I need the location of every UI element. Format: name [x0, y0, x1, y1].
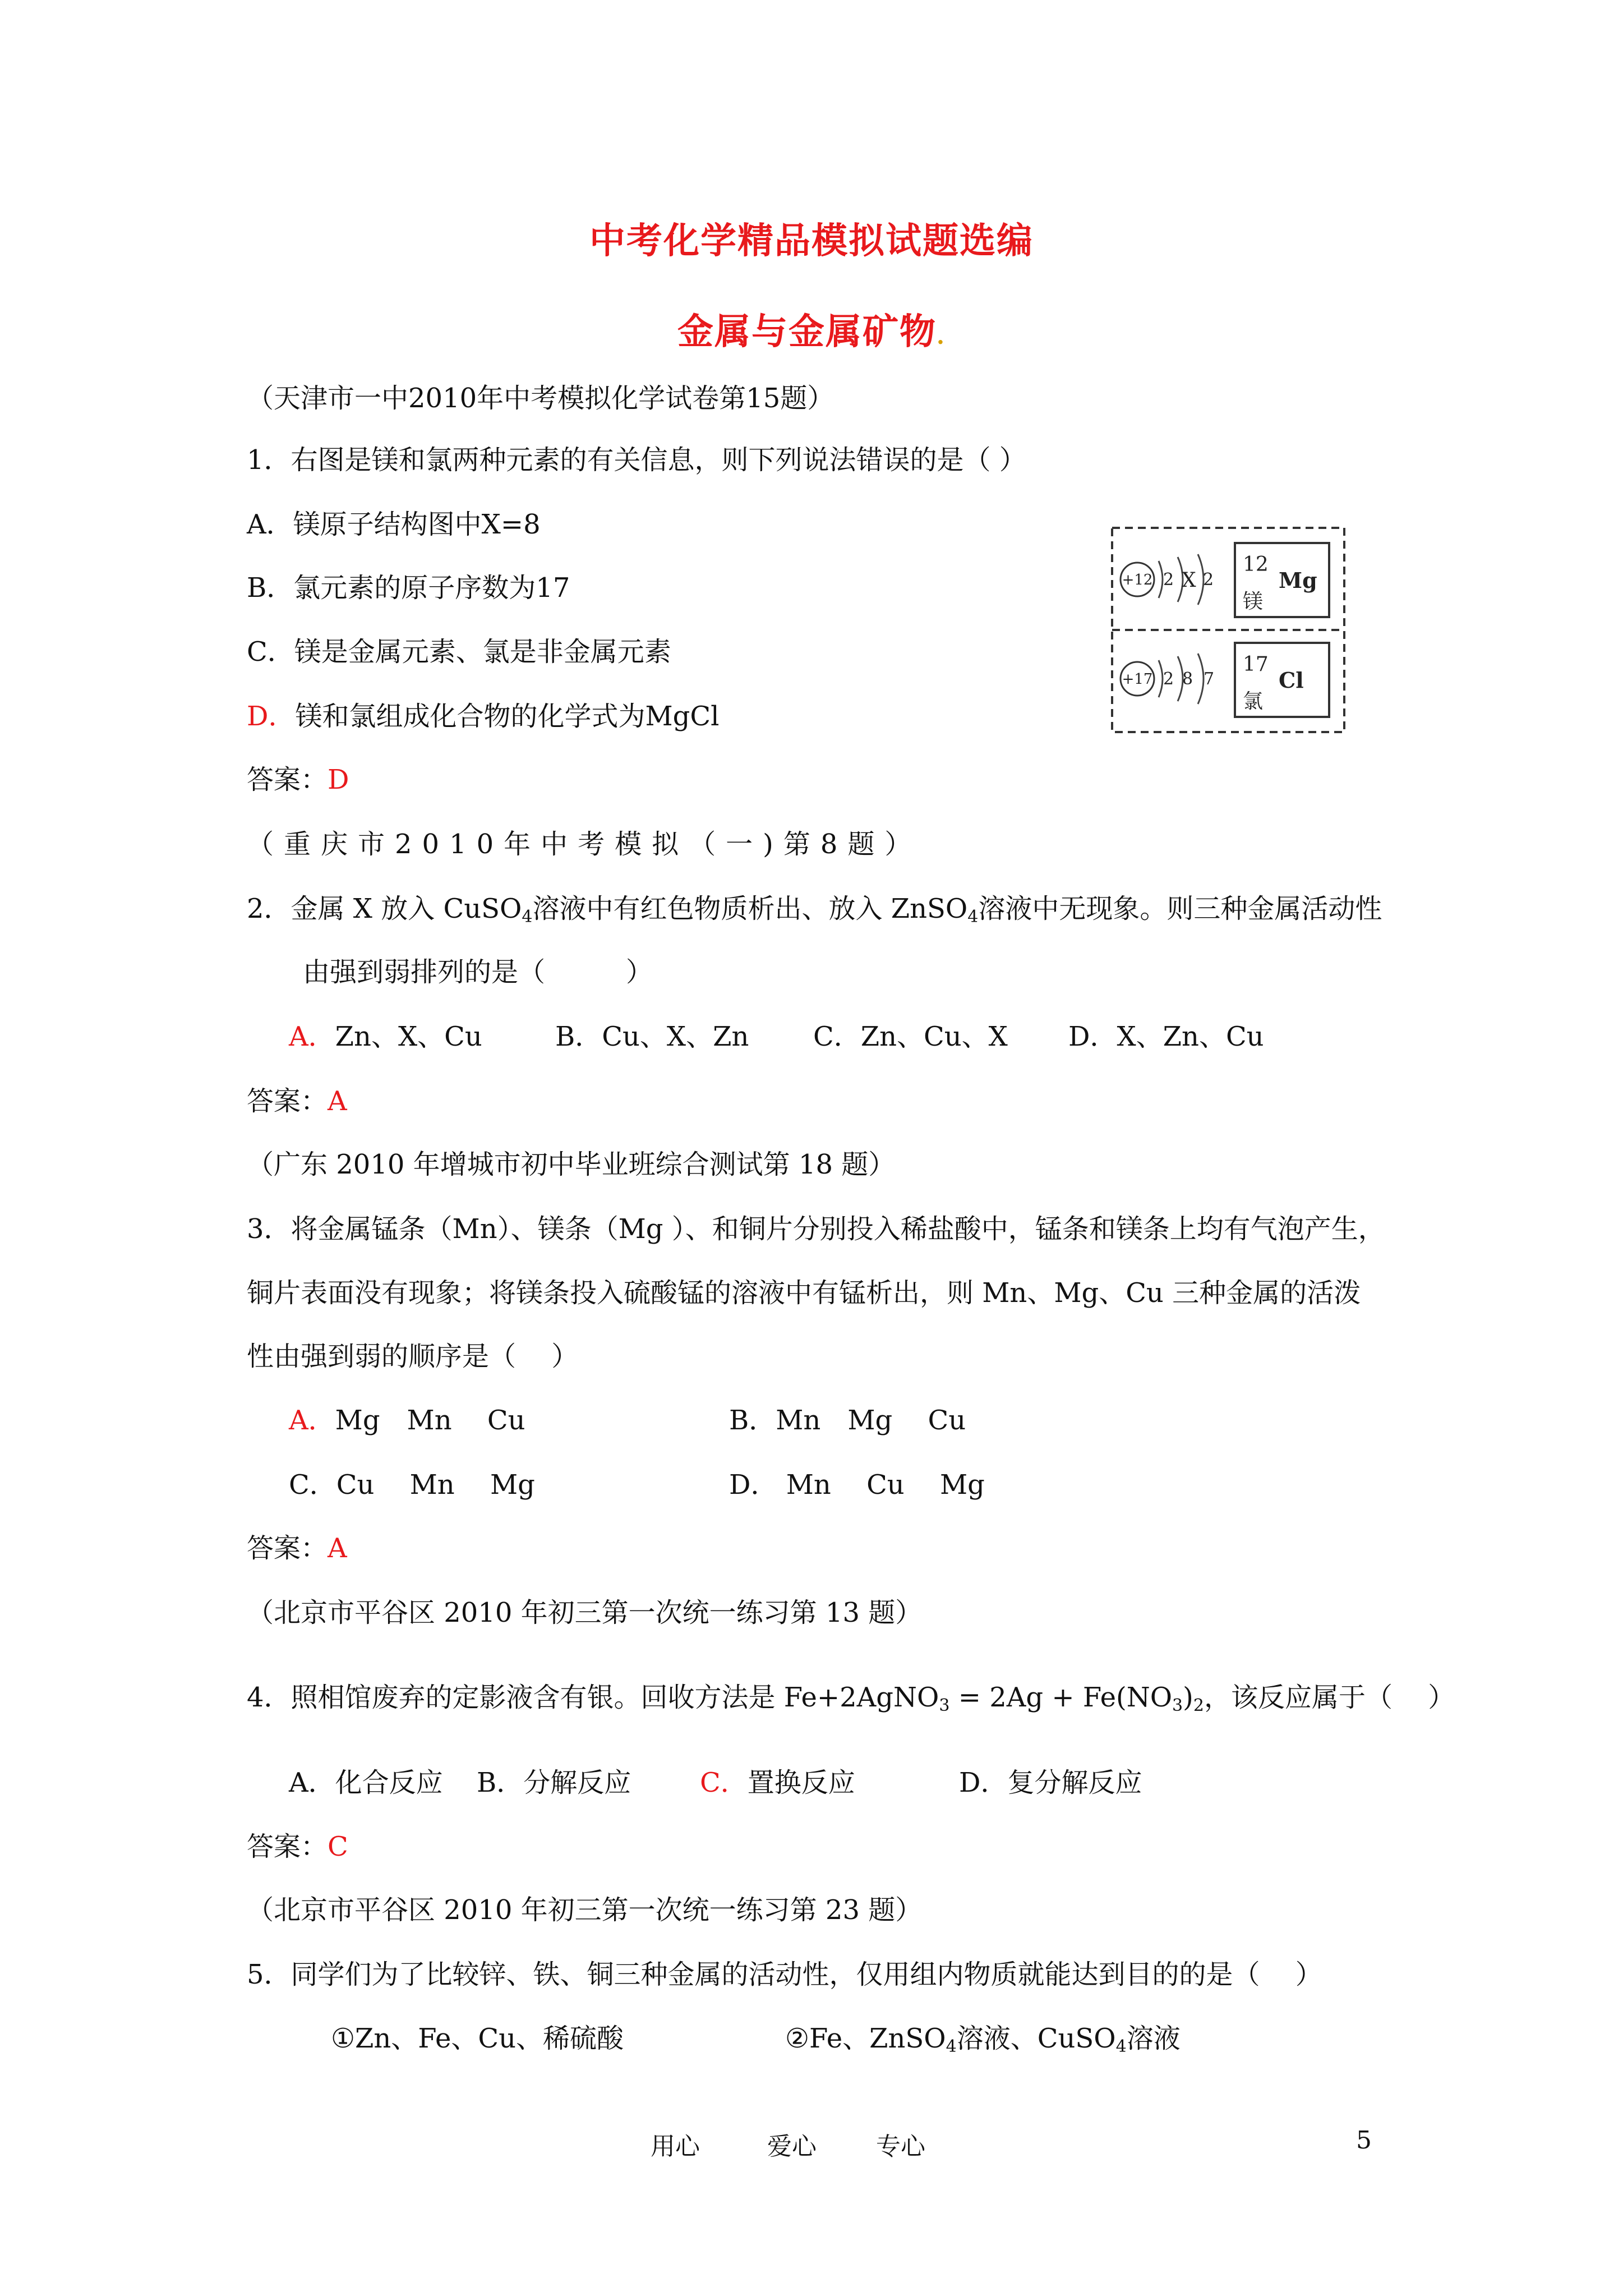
q3-answer: 答案：A — [247, 1533, 347, 1564]
svg-text:镁: 镁 — [1243, 590, 1264, 613]
magnesium-atom-diagram — [1121, 543, 1329, 617]
q1-option-c: C．镁是金属元素、氯是非金属元素 — [247, 636, 671, 668]
q3-stem-line2: 铜片表面没有现象；将镁条投入硫酸锰的溶液中有锰析出，则 Mn、Mg、Cu 三种金属的活泼 — [247, 1277, 1361, 1309]
q1-source: （天津市一中2010年中考模拟化学试卷第15题） — [247, 383, 834, 414]
svg-text:氯: 氯 — [1243, 690, 1264, 713]
atom-structure-figure — [1110, 526, 1346, 734]
q2-option-a: A．Zn、X、Cu — [289, 1021, 482, 1052]
q3-source: （广东 2010 年增城市初中毕业班综合测试第 18 题） — [247, 1149, 896, 1180]
q1-stem: 1．右图是镁和氯两种元素的有关信息，则下列说法错误的是（ ） — [247, 444, 1026, 476]
svg-text:2: 2 — [1163, 570, 1174, 590]
q2-option-b: B．Cu、X、Zn — [555, 1021, 749, 1052]
q2-stem-line1: 2．金属 X 放入 CuSO$_4$溶液中有红色物质析出、放入 ZnSO$_4$溶液中无现象。则三种金属活动性 — [247, 893, 1382, 927]
q3-stem-line3: 性由强到弱的顺序是（ ） — [247, 1341, 579, 1372]
q5-stem: 5．同学们为了比较锌、铁、铜三种金属的活动性，仅用组内物质就能达到目的的是（ ） — [247, 1959, 1322, 1990]
footer-slogan-2: 爱心 — [767, 2132, 817, 2161]
svg-text:12: 12 — [1243, 553, 1269, 576]
q4-option-a: A．化合反应 — [289, 1767, 443, 1798]
svg-text:17: 17 — [1243, 653, 1269, 676]
q4-answer: 答案：C — [247, 1831, 348, 1862]
q5-source: （北京市平谷区 2010 年初三第一次统一练习第 23 题） — [247, 1894, 923, 1926]
q5-option-2: ②Fe、ZnSO$_4$溶液、CuSO$_4$溶液 — [785, 2023, 1181, 2056]
svg-text:2: 2 — [1203, 570, 1214, 590]
decorative-dot: . — [937, 323, 946, 349]
q4-source: （北京市平谷区 2010 年初三第一次统一练习第 13 题） — [247, 1597, 923, 1628]
q4-stem: 4．照相馆废弃的定影液含有银。回收方法是 Fe+2AgNO$_3$ = $2Ag + Fe(NO_3)_2$，该反应属于（ ） — [247, 1682, 1455, 1715]
q1-option-a: A．镁原子结构图中X=8 — [247, 509, 541, 540]
svg-text:+12: +12 — [1122, 572, 1153, 588]
svg-text:Mg: Mg — [1279, 568, 1317, 593]
q3-option-c: C．Cu Mn Mg — [289, 1469, 535, 1501]
footer-slogan-1: 用心 — [651, 2132, 700, 2161]
q1-option-d: D．镁和氯组成化合物的化学式为MgCl — [247, 701, 720, 732]
q4-option-d: D．复分解反应 — [959, 1767, 1142, 1798]
svg-text:2: 2 — [1163, 669, 1174, 689]
svg-text:8: 8 — [1182, 669, 1193, 689]
q1-option-b: B．氯元素的原子序数为17 — [247, 572, 570, 604]
q2-answer: 答案：A — [247, 1085, 347, 1117]
svg-text:7: 7 — [1204, 669, 1215, 689]
q3-stem-line1: 3．将金属锰条（Mn）、镁条（Mg ）、和铜片分别投入稀盐酸中，锰条和镁条上均有气泡产生， — [247, 1213, 1385, 1245]
q4-option-c: C．置换反应 — [700, 1767, 855, 1798]
svg-text:X: X — [1182, 569, 1196, 592]
q5-option-1: ①Zn、Fe、Cu、稀硫酸 — [331, 2023, 624, 2054]
q2-stem-line2: 由强到弱排列的是（ ） — [303, 956, 653, 988]
q2-source: （重庆市2010年中考模拟（一)第8题） — [247, 829, 922, 860]
svg-text:Cl: Cl — [1279, 668, 1304, 693]
q2-option-d: D．X、Zn、Cu — [1068, 1021, 1264, 1052]
page-number: 5 — [1356, 2126, 1372, 2155]
q1-answer: 答案：D — [247, 764, 349, 795]
q4-option-b: B．分解反应 — [477, 1767, 631, 1798]
q2-option-c: C．Zn、Cu、X — [813, 1021, 1008, 1052]
svg-text:+17: +17 — [1122, 671, 1153, 688]
page-title: 中考化学精品模拟试题选编 — [589, 220, 1034, 262]
chlorine-atom-diagram — [1121, 643, 1329, 717]
footer-slogan-3: 专心 — [876, 2132, 925, 2161]
page-subtitle: 金属与金属矿物. — [677, 311, 946, 353]
q3-option-b: B．Mn Mg Cu — [729, 1405, 966, 1436]
q3-option-a: A．Mg Mn Cu — [289, 1405, 525, 1436]
q3-option-d: D． Mn Cu Mg — [729, 1469, 985, 1501]
